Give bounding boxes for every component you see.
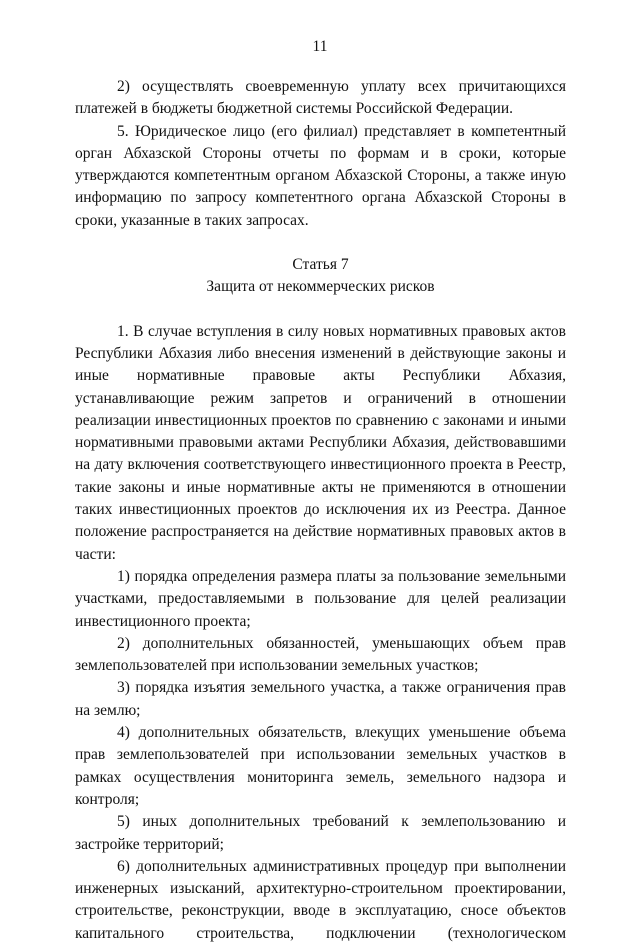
list-item-5: 5) иных дополнительных требований к землепользованию и застройке территорий; xyxy=(75,813,566,853)
article-number: Статья 7 xyxy=(292,256,349,274)
paragraph-obligation-2: 2) осуществлять своевременную уплату всех причитающихся платежей в бюджеты бюджетной системы Российской Федерации. xyxy=(75,78,566,118)
paragraph-clause-5: 5. Юридическое лицо (его филиал) представляет в компетентный орган Абхазской Стороны отчеты по формам и в сроки, которые утверждаются компетентным органом Абхазской Стороны, а также иную информацию по запросу компетентного органа Абхазской Стороны в сроки, указанные в таких запросах. xyxy=(75,122,566,229)
list-item-4: 4) дополнительных обязательств, влекущих уменьшение объема прав землепользователей при использовании земельных участков в рамках осуществления мониторинга земель, земельного надзора и контроля; xyxy=(75,724,566,808)
spacer xyxy=(75,232,566,254)
list-item-1: 1) порядка определения размера платы за пользование земельными участками, предоставляемыми в пользование для целей реализации инвестиционного проекта; xyxy=(75,567,566,630)
article-title: Защита от некоммерческих рисков xyxy=(206,278,435,296)
list-item-3: 3) порядка изъятия земельного участка, а также ограничения прав на землю; xyxy=(75,679,566,719)
spacer xyxy=(75,299,566,321)
page-number: 11 xyxy=(312,38,328,55)
document-body xyxy=(75,76,566,945)
list-item-2: 2) дополнительных обязанностей, уменьшающих объем прав землепользователей при использовании земельных участков; xyxy=(75,634,566,675)
paragraph-clause-1: 1. В случае вступления в силу новых нормативных правовых актов Республики Абхазия либо внесения изменений в действующие законы и иные нормативные правовые акты Республики Абхазия, устанавливающие режим запретов и ограничений в отношении реализации инвестиционных проектов по сравнению с законами и иными нормативными правовыми актами Республики Абхазия, действовавшими на дату включения соответствующего инвестиционного проекта в Реестр, такие законы и иные нормативные акты не применяются в отношении таких инвестиционных проектов до исключения их из Реестра. Данное положение распространяется на действие нормативных правовых актов в части: xyxy=(75,322,566,563)
list-item-6: 6) дополнительных административных процедур при выполнении инженерных изысканий, архитектурно-строительном проектировании, строительстве, реконструкции, вводе в эксплуатацию, сносе объектов капитального строительства, подключении (технологическом xyxy=(75,857,566,942)
